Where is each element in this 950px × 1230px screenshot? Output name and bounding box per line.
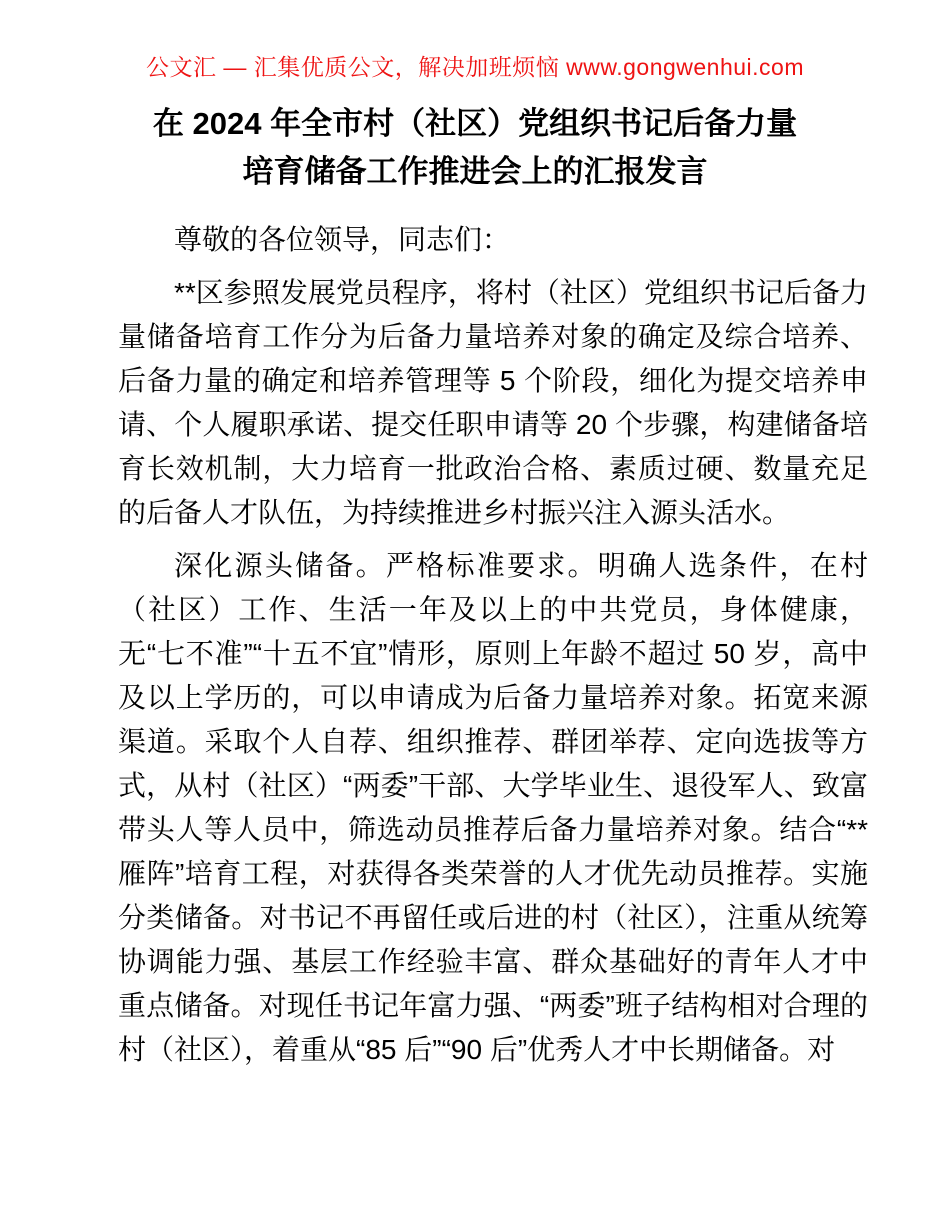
title-line-2: 培育储备工作推进会上的汇报发言 [242, 154, 708, 189]
document-body [118, 218, 868, 1072]
body-paragraph: **区参照发展党员程序，将村（社区）党组织书记后备力量储备培育工作分为后备力量培养对象的确定及综合培养、后备力量的确定和培养管理等 5 个阶段，细化为提交培养申请、个人履职承诺、提交任职申请等 20 个步骤，构建储备培育长效机制，大力培育一批政治合格、素质过硬、数量充足的后备人才队伍，为持续推进乡村振兴注入源头活水。 [118, 277, 868, 528]
document-title [65, 100, 885, 196]
title-line-1: 在 2024 年全市村（社区）党组织书记后备力量 [152, 106, 798, 141]
greeting-line: 尊敬的各位领导，同志们： [174, 224, 511, 255]
body-paragraph: 深化源头储备。严格标准要求。明确人选条件，在村（社区）工作、生活一年及以上的中共党员，身体健康，无“七不准”“十五不宜”情形，原则上年龄不超过 50 岁，高中及以上学历的，可以申请成为后备力量培养对象。拓宽来源渠道。采取个人自荐、组织推荐、群团举荐、定向选拔等方式，从村（社区）“两委”干部、大学毕业生、退役军人、致富带头人等人员中，筛选动员推荐后备力量培养对象。结合“**雁阵”培育工程，对获得各类荣誉的人才优先动员推荐。实施分类储备。对书记不再留任或后进的村（社区），注重从统筹协调能力强、基层工作经验丰富、群众基础好的青年人才中重点储备。对现任书记年富力强、“两委”班子结构相对合理的村（社区），着重从“85 后”“90 后”优秀人才中长期储备。对 [118, 550, 868, 1065]
watermark-header: 公文汇 — 汇集优质公文，解决加班烦恼 www.gongwenhui.com [145, 54, 804, 80]
